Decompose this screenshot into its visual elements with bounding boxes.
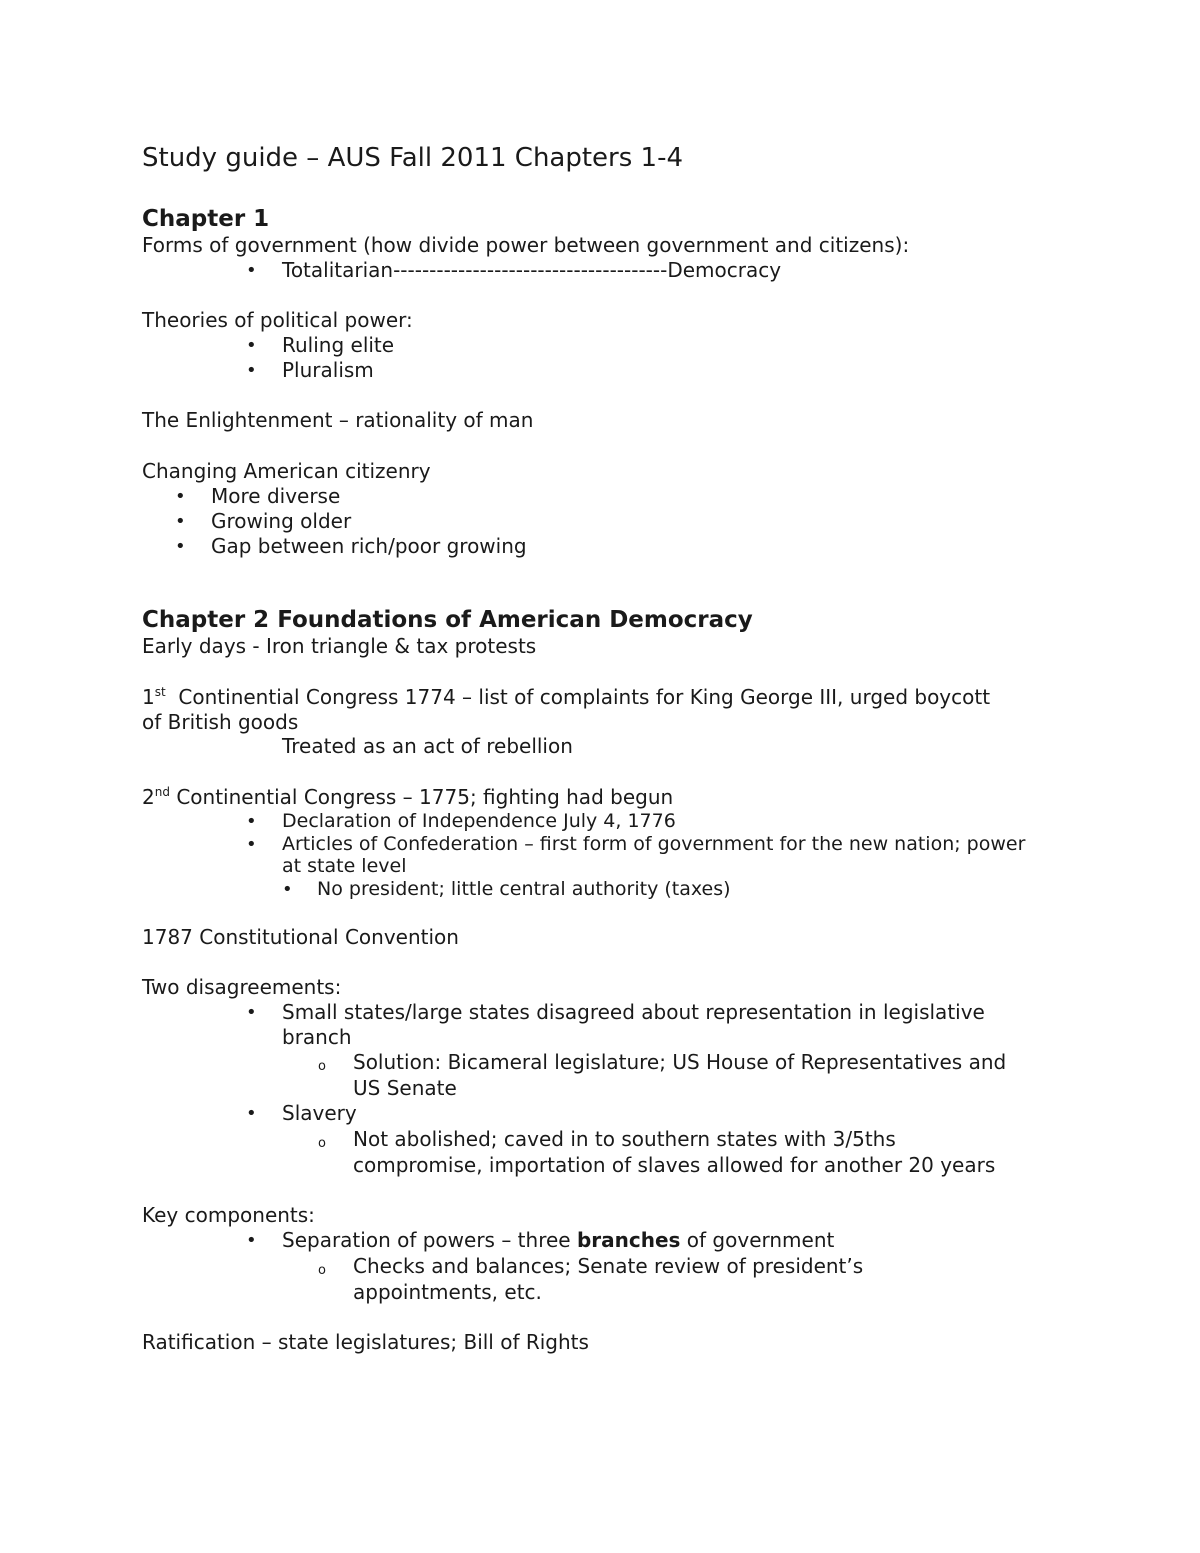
second-congress-line [142,785,673,810]
key-components-heading: Key components: [142,1203,315,1227]
bullet: • [246,834,257,855]
first-congress-text: Continential Congress 1774 – list of complaints for King George III, urged boycott [178,685,991,709]
bullet: • [246,811,257,832]
sub-list-item-continuation: compromise, importation of slaves allowed for another 20 years [353,1153,996,1177]
first-congress-line [142,685,990,710]
sub-list-item: Solution: Bicameral legislature; US House of Representatives and [353,1050,1007,1074]
list-item-continuation: at state level [282,855,407,877]
bullet: • [246,1002,257,1023]
circle-bullet: o [318,1059,326,1074]
bullet: • [246,1230,257,1251]
separation-text-pre: Separation of powers – three [282,1228,577,1252]
enlightenment-line: The Enlightenment – rationality of man [142,408,534,432]
bullet: • [175,536,186,557]
bullet: • [246,260,257,281]
document-title: Study guide – AUS Fall 2011 Chapters 1-4 [142,143,684,173]
list-item: Slavery [282,1101,357,1125]
circle-bullet: o [318,1136,326,1151]
bullet: • [282,879,293,900]
list-item: Declaration of Independence July 4, 1776 [282,810,676,832]
chapter-1-heading: Chapter 1 [142,206,270,232]
spectrum-item: Totalitarian--------------------------------------Democracy [282,258,782,282]
list-item: Growing older [211,509,352,533]
list-item: Ruling elite [282,333,395,357]
first-congress-continuation: of British goods [142,710,299,734]
bullet: • [175,511,186,532]
chapter-2-heading: Chapter 2 Foundations of American Democracy [142,607,753,633]
ordinal-suffix: st [154,685,166,699]
circle-bullet: o [318,1263,326,1278]
sub-list-item: Checks and balances; Senate review of president’s [353,1254,864,1278]
ordinal-number: 2 [142,785,155,809]
ordinal-suffix: nd [154,785,170,799]
ratification-line: Ratification – state legislatures; Bill of Rights [142,1330,589,1354]
sub-list-item-continuation: US Senate [353,1076,457,1100]
rebellion-line: Treated as an act of rebellion [282,734,573,758]
forms-of-government: Forms of government (how divide power between government and citizens): [142,233,910,257]
citizenry-heading: Changing American citizenry [142,459,431,483]
list-item-continuation: branch [282,1025,352,1049]
bullet: • [246,360,257,381]
sub-list-item-continuation: appointments, etc. [353,1280,542,1304]
early-days-line: Early days - Iron triangle & tax protests [142,634,537,658]
list-item: Articles of Confederation – first form of government for the new nation; power [282,833,1026,855]
list-item: Pluralism [282,358,374,382]
separation-text-post: of government [680,1228,835,1252]
disagreements-heading: Two disagreements: [142,975,342,999]
bullet: • [246,335,257,356]
sub-list-item: No president; little central authority (taxes) [317,878,731,900]
second-congress-text: Continential Congress – 1775; fighting had begun [176,785,674,809]
bullet: • [246,1103,257,1124]
separation-of-powers-item [282,1228,834,1253]
theories-heading: Theories of political power: [142,308,413,332]
convention-line: 1787 Constitutional Convention [142,925,459,949]
bullet: • [175,486,186,507]
ordinal-number: 1 [142,685,155,709]
list-item: Gap between rich/poor growing [211,534,527,558]
list-item: More diverse [211,484,341,508]
list-item: Small states/large states disagreed about representation in legislative [282,1000,985,1024]
branches-bold: branches [576,1228,681,1252]
sub-list-item: Not abolished; caved in to southern states with 3/5ths [353,1127,896,1151]
